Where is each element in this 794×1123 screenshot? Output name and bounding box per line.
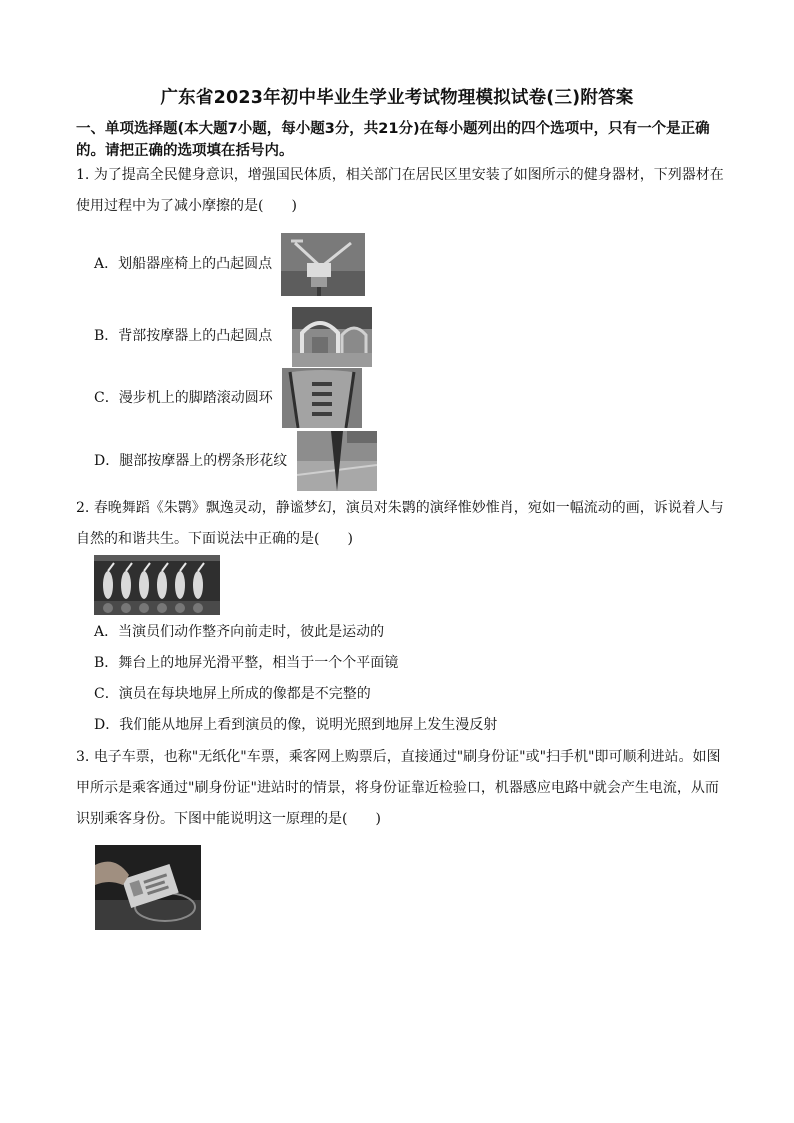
question-3 (76, 742, 726, 835)
question-2-option-d: D．我们能从地屏上看到演员的像，说明光照到地屏上发生漫反射 (94, 717, 498, 733)
leg-massager-photo (297, 431, 377, 491)
question-2 (76, 493, 726, 555)
dance-performance-photo (94, 555, 220, 615)
question-1-stem: 为了提高全民健身意识，增强国民体质，相关部门在居民区里安装了如图所示的健身器材，下列器材在使用过程中为了减小摩擦的是( ) (76, 167, 724, 214)
question-1-number: 1. (76, 167, 90, 183)
rowing-seat-photo (281, 233, 365, 296)
question-1-option-b: B．背部按摩器上的凸起圆点 (94, 328, 273, 344)
question-1-option-d: D．腿部按摩器上的楞条形花纹 (94, 453, 288, 469)
section-heading: 一、单项选择题(本大题7小题，每小题3分，共21分)在每小题列出的四个选项中，只有一个是正确的。请把正确的选项填在括号内。 (76, 121, 710, 159)
question-1 (76, 160, 726, 222)
walking-machine-photo (282, 368, 362, 428)
question-2-option-b: B．舞台上的地屏光滑平整，相当于一个个平面镜 (94, 655, 399, 671)
question-2-stem: 春晚舞蹈《朱鹮》飘逸灵动，静谧梦幻，演员对朱鹮的演绎惟妙惟肖，宛如一幅流动的画，诉说着人与自然的和谐共生。下面说法中正确的是( ) (76, 500, 724, 547)
back-massager-photo (292, 307, 372, 367)
question-3-stem: 电子车票，也称"无纸化"车票，乘客网上购票后，直接通过"刷身份证"或"扫手机"即可顺利进站。如图甲所示是乘客通过"刷身份证"进站时的情景，将身份证靠近检验口，机器感应电路中就会产生电流，从而识别乘客身份。下图中能说明这一原理的是( ) (76, 749, 721, 827)
question-2-number: 2. (76, 500, 90, 516)
page-title: 广东省2023年初中毕业生学业考试物理模拟试卷(三)附答案 (160, 88, 634, 108)
question-1-option-c: C．漫步机上的脚踏滚动圆环 (94, 390, 273, 406)
question-2-option-a: A．当演员们动作整齐向前走时，彼此是运动的 (94, 624, 385, 640)
question-2-option-c: C．演员在每块地屏上所成的像都是不完整的 (94, 686, 371, 702)
question-1-option-a: A．划船器座椅上的凸起圆点 (94, 256, 273, 272)
question-3-number: 3. (76, 749, 90, 765)
id-card-scan-photo (95, 845, 201, 930)
